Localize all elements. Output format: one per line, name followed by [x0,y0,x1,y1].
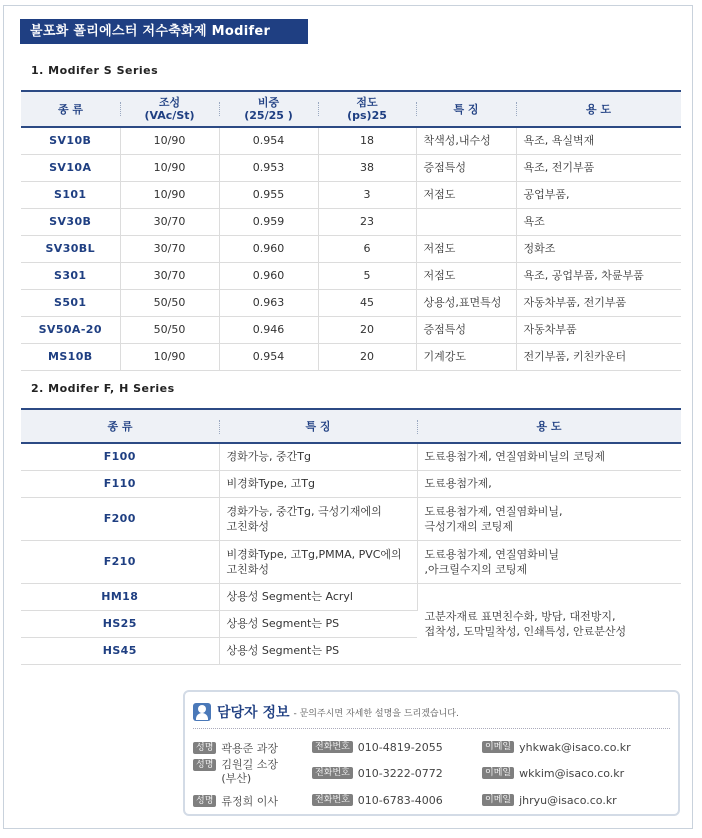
person-icon [193,703,211,721]
contact-header [193,702,459,722]
table-row [21,154,681,181]
table-row [21,343,681,370]
use-cell: 공업부품, [516,181,681,208]
divider [193,728,670,729]
specific-gravity-cell: 0.963 [219,289,318,316]
header-composition: 조성 (VAc/St) [120,91,219,127]
feature-cell: 상용성 Segment는 Acryl [219,583,417,610]
email-tag: 이메일 [482,794,514,806]
feature-cell: 착색성,내수성 [416,127,516,154]
header-use: 용 도 [417,409,681,443]
specific-gravity-cell: 0.960 [219,235,318,262]
phone-tag: 전화번호 [312,741,353,753]
viscosity-cell: 45 [318,289,416,316]
viscosity-cell: 20 [318,343,416,370]
feature-cell: 증점특성 [416,154,516,181]
feature-cell: 저점도 [416,235,516,262]
product-code-cell: S101 [21,181,120,208]
specific-gravity-cell: 0.955 [219,181,318,208]
contact-subtitle: - 문의주시면 자세한 설명을 드리겠습니다. [293,708,459,719]
feature-cell: 저점도 [416,181,516,208]
product-code-cell: HM18 [21,583,219,610]
specific-gravity-cell: 0.953 [219,154,318,181]
specific-gravity-cell: 0.959 [219,208,318,235]
contact-title: 담당자 정보 [217,705,290,721]
use-cell: 전기부품, 키친카운터 [516,343,681,370]
header-feature: 특 징 [416,91,516,127]
contact-name-1: 성명 곽용준 과장 [193,740,278,756]
email-tag: 이메일 [482,741,514,753]
contact-email-1 [482,740,631,754]
viscosity-cell: 5 [318,262,416,289]
product-code-cell: F210 [21,540,219,583]
use-cell: 도료용첨가제, [417,470,681,497]
contact-email-2 [482,766,624,780]
section-title-fh-series: 2. Modifer F, H Series [31,382,175,395]
contact-name-2: 성명 김원길 소장 (부산) [193,758,278,786]
product-code-cell: HS45 [21,637,219,664]
email-tag: 이메일 [482,767,514,779]
specific-gravity-cell: 0.954 [219,343,318,370]
contact-name-3: 성명 류정희 이사 [193,793,278,809]
product-code-cell: SV10A [21,154,120,181]
table-row [21,235,681,262]
header-type: 종 류 [21,91,120,127]
email-link-1[interactable]: yhkwak@isaco.co.kr [519,740,631,754]
header-type: 종 류 [21,409,219,443]
page-title: 불포화 폴리에스터 저수축화제 Modifer [20,19,308,44]
table-row [21,583,681,610]
feature-cell: 상용성 Segment는 PS [219,637,417,664]
feature-cell: 증점특성 [416,316,516,343]
use-cell: 욕조, 전기부품 [516,154,681,181]
use-cell: 도료용첨가제, 연질염화비닐의 코팅제 [417,443,681,470]
phone-tag: 전화번호 [312,767,353,779]
feature-cell [416,208,516,235]
name-tag: 성명 [193,759,216,771]
phone-tag: 전화번호 [312,794,353,806]
table-row [21,470,681,497]
composition-cell: 50/50 [120,316,219,343]
table-row [21,181,681,208]
product-code-cell: F110 [21,470,219,497]
table-row [21,497,681,540]
table-row [21,443,681,470]
product-code-cell: MS10B [21,343,120,370]
feature-cell: 비경화Type, 고Tg [219,470,417,497]
composition-cell: 30/70 [120,208,219,235]
product-code-cell: SV50A-20 [21,316,120,343]
use-cell: 욕조, 공업부품, 차륜부품 [516,262,681,289]
use-cell: 도료용첨가제, 연질염화비닐 ,아크릴수지의 코팅제 [417,540,681,583]
header-feature: 특 징 [219,409,417,443]
viscosity-cell: 23 [318,208,416,235]
fh-series-table [21,408,681,665]
table-row [21,208,681,235]
specific-gravity-cell: 0.954 [219,127,318,154]
composition-cell: 10/90 [120,127,219,154]
feature-cell: 상용성,표면특성 [416,289,516,316]
product-code-cell: F100 [21,443,219,470]
table-row [21,127,681,154]
header-specific-gravity: 비중 (25/25 ) [219,91,318,127]
email-link-2[interactable]: wkkim@isaco.co.kr [519,766,625,780]
product-code-cell: S301 [21,262,120,289]
product-code-cell: S501 [21,289,120,316]
composition-cell: 30/70 [120,262,219,289]
product-code-cell: HS25 [21,610,219,637]
feature-cell: 경화가능, 중간Tg [219,443,417,470]
composition-cell: 30/70 [120,235,219,262]
viscosity-cell: 20 [318,316,416,343]
product-code-cell: SV30BL [21,235,120,262]
product-code-cell: F200 [21,497,219,540]
contact-phone-3: 전화번호 010-6783-4006 [312,793,443,807]
use-cell: 욕조 [516,208,681,235]
use-cell: 자동차부품, 전기부품 [516,289,681,316]
header-viscosity: 점도 (ps)25 [318,91,416,127]
specific-gravity-cell: 0.960 [219,262,318,289]
contact-phone-1: 전화번호 010-4819-2055 [312,740,443,754]
feature-cell: 기계강도 [416,343,516,370]
feature-cell: 비경화Type, 고Tg,PMMA, PVC에의 고친화성 [219,540,417,583]
s-series-table [21,90,681,371]
contact-phone-2: 전화번호 010-3222-0772 [312,766,443,780]
use-cell: 도료용첨가제, 연질염화비닐, 극성기재의 코팅제 [417,497,681,540]
viscosity-cell: 38 [318,154,416,181]
header-use: 용 도 [516,91,681,127]
viscosity-cell: 3 [318,181,416,208]
table-row [21,316,681,343]
composition-cell: 10/90 [120,154,219,181]
composition-cell: 50/50 [120,289,219,316]
contact-email-3 [482,793,617,807]
email-link-3[interactable]: jhryu@isaco.co.kr [519,793,617,807]
name-tag: 성명 [193,795,216,807]
feature-cell: 저점도 [416,262,516,289]
composition-cell: 10/90 [120,181,219,208]
feature-cell: 경화가능, 중간Tg, 극성기재에의 고친화성 [219,497,417,540]
composition-cell: 10/90 [120,343,219,370]
product-code-cell: SV10B [21,127,120,154]
use-cell-merged: 고분자재료 표면친수화, 방담, 대전방지, 접착성, 도막밀착성, 인쇄특성, 안료분산성 [417,583,681,664]
viscosity-cell: 6 [318,235,416,262]
section-title-s-series: 1. Modifer S Series [31,64,159,77]
use-cell: 정화조 [516,235,681,262]
use-cell: 자동차부품 [516,316,681,343]
specific-gravity-cell: 0.946 [219,316,318,343]
use-cell: 욕조, 욕실벽재 [516,127,681,154]
product-code-cell: SV30B [21,208,120,235]
feature-cell: 상용성 Segment는 PS [219,610,417,637]
table-row [21,262,681,289]
viscosity-cell: 18 [318,127,416,154]
table-row [21,289,681,316]
name-tag: 성명 [193,742,216,754]
contact-info-box [183,690,680,816]
table-row [21,540,681,583]
